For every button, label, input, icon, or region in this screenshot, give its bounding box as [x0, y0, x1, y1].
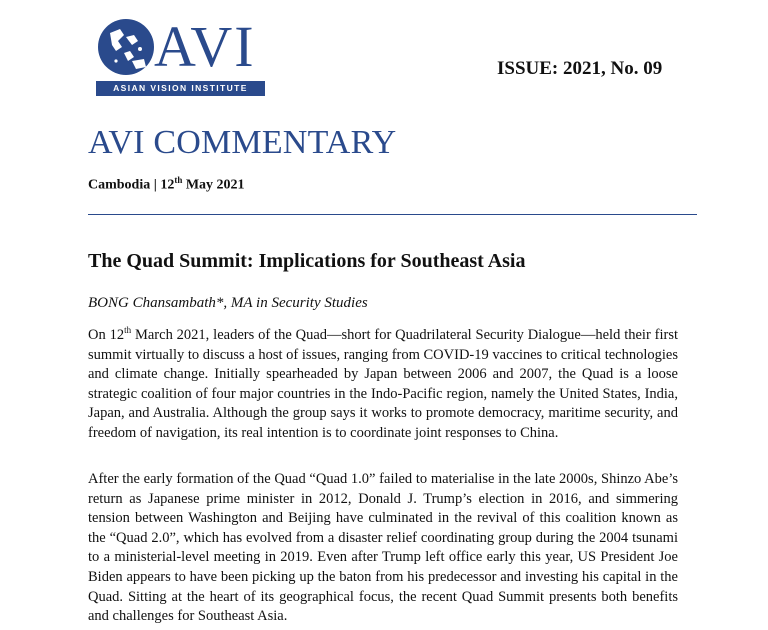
article-paragraph-1 [88, 326, 678, 444]
globe-icon [96, 17, 156, 77]
publication-title: AVI COMMENTARY [88, 124, 397, 161]
article-paragraph-2: After the early formation of the Quad “Quad 1.0” failed to materialise in the late 2000s, Shinzo Abe’s return as Japanese prime minister in 2012, Donald J. Trump’s election in 2016, and simmering tension between Washington and Beijing have culminated in the revival of this coalition known as the “Quad 2.0”, which has evolved from a disaster relief coordinating group during the 2004 tsunami to a ministerial-level meeting in 2019. Even after Trump left office early this year, US President Joe Biden appears to have been picking up the baton from his predecessor and investing his capital in the Quad. Sitting at the heart of its geographical focus, the recent Quad Summit presents both benefits and challenges for Southeast Asia. [88, 471, 678, 625]
avi-logo [96, 14, 266, 99]
logo-wordmark: AVI [154, 14, 256, 79]
article-author: BONG Chansambath*, MA in Security Studies [88, 295, 368, 311]
dateline [88, 175, 245, 194]
issue-number: ISSUE: 2021, No. 09 [497, 58, 663, 79]
logo-tagline: ASIAN VISION INSTITUTE [96, 81, 265, 96]
dateline-ordinal: th [174, 175, 183, 185]
article-headline: The Quad Summit: Implications for Southeast Asia [88, 250, 526, 272]
paragraph-1-ordinal: th [124, 325, 132, 336]
dateline-day: 12 [160, 177, 175, 193]
header-divider [88, 214, 697, 215]
dateline-month-year: May 2021 [182, 177, 245, 193]
paragraph-1-lead: On 12 [88, 327, 125, 343]
dateline-country: Cambodia [88, 177, 151, 193]
dateline-separator: | [150, 177, 161, 193]
paragraph-1-text: March 2021, leaders of the Quad—short for Quadrilateral Security Dialogue—held their first summit virtually to discuss a host of issues, ranging from COVID-19 vaccines to critical technologies and climate change. Initially spearheaded by Japan between 2006 and 2007, the Quad is a loose strategic coalition of four major countries in the Indo-Pacific region, namely the United States, India, Japan, and Australia. Although the group says it works to promote democracy, maritime security, and freedom of navigation, its real intention is to coordinate joint responses to China. [88, 327, 678, 441]
